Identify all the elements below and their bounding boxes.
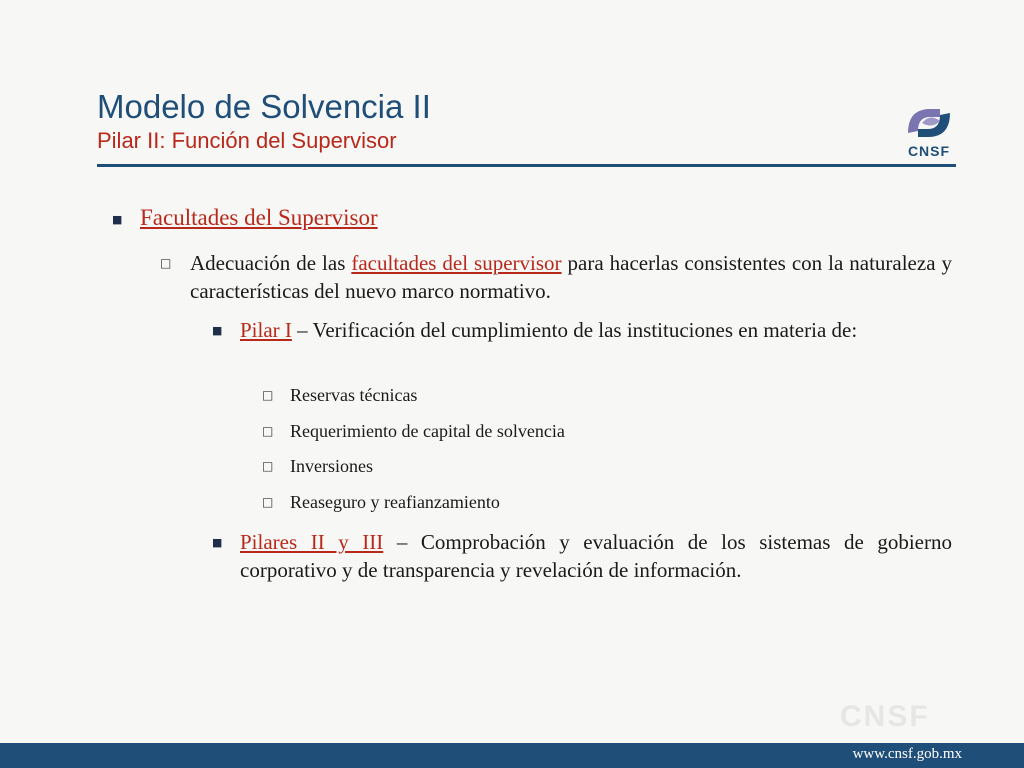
bullet-hollow-icon: □	[262, 388, 274, 402]
cnsf-logo	[900, 103, 958, 159]
pilares-2-3-text: – Comprobación y evaluación de los sistemas de gobierno corporativo y de transparencia y revelación de información.	[240, 530, 952, 582]
bullet-hollow-icon: □	[160, 256, 172, 270]
list-item: Inversiones	[290, 456, 373, 476]
bullet-square-icon: ■	[212, 536, 223, 549]
para-adecuacion	[190, 249, 952, 305]
bullet-square-icon: ■	[112, 213, 123, 226]
facultades-link[interactable]: Facultades del Supervisor	[140, 205, 378, 230]
facultades-supervisor-link[interactable]: facultades del supervisor	[351, 251, 562, 275]
para-pre: Adecuación de las	[190, 251, 352, 275]
bullet-hollow-icon: □	[262, 459, 274, 473]
list-item: Reaseguro y reafianzamiento	[290, 492, 500, 512]
logo-text: CNSF	[907, 143, 951, 159]
pilares-2-3-item	[240, 528, 952, 584]
list-item: Reservas técnicas	[290, 385, 418, 405]
slide-subtitle: Pilar II: Función del Supervisor	[97, 128, 397, 153]
footer-url[interactable]: www.cnsf.gob.mx	[852, 746, 962, 762]
pilar-1-text: – Verificación del cumplimiento de las instituciones en materia de:	[291, 318, 858, 342]
cnsf-watermark: CNSF	[840, 700, 930, 733]
list-item: Requerimiento de capital de solvencia	[290, 421, 565, 441]
pilares-2-3-link[interactable]: Pilares II y III	[240, 530, 384, 554]
bullet-hollow-icon: □	[262, 424, 274, 438]
bullet-square-icon: ■	[212, 324, 223, 337]
para-post: para hacerlas consistentes con la naturaleza y características del nuevo marco normativo.	[190, 251, 952, 303]
pilar-1-item	[240, 316, 952, 344]
header-divider	[97, 164, 956, 167]
heading-facultades[interactable]	[140, 204, 378, 232]
bullet-hollow-icon: □	[262, 495, 274, 509]
cnsf-emblem-icon	[900, 103, 958, 143]
footer-bar	[0, 743, 1024, 768]
slide-title: Modelo de Solvencia II	[97, 88, 431, 125]
pilar-1-link[interactable]: Pilar I	[240, 318, 292, 342]
